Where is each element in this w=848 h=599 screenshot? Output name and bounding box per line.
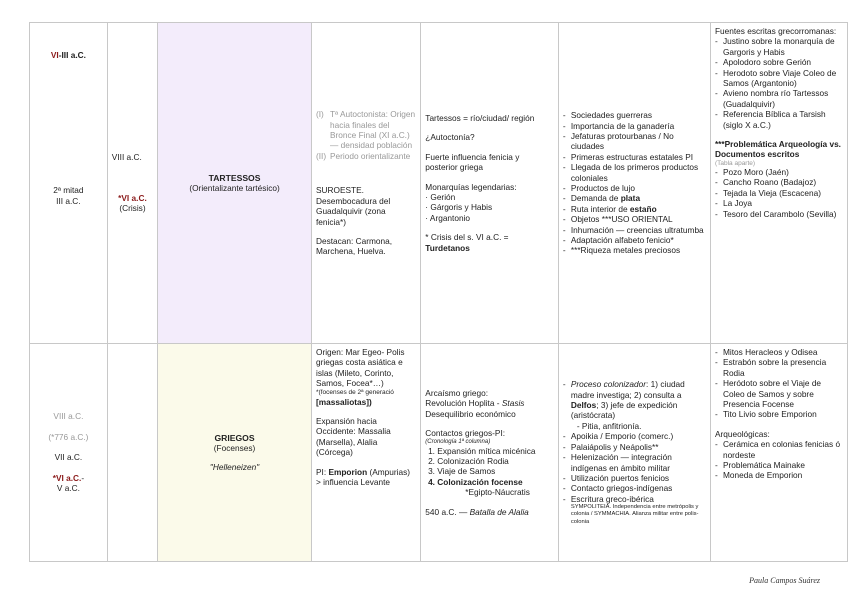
period-vi: *VI a.C. <box>118 192 147 203</box>
sources-list <box>715 36 843 130</box>
tartessos-dates <box>30 23 108 344</box>
list-item: - Pozo Moro (Jaén) <box>715 167 843 177</box>
chronology-note: (Cronología 1ª columna) <box>425 438 491 445</box>
hoplite-text: Revolución Hoplita - Stasis <box>425 398 525 409</box>
contacts-list <box>425 446 554 488</box>
date-v: V a.C. <box>56 483 80 494</box>
griegos-periods <box>107 344 157 562</box>
sites-list <box>715 167 843 219</box>
list-item: - Referencia Bíblica a Tarsish (siglo X a.C.) <box>715 109 843 130</box>
griegos-helleneizen: "Helleneizen" <box>209 461 260 472</box>
problem-heading: ***Problemática Arqueología vs. Documentos escritos <box>714 139 841 160</box>
tartessos-title: TARTESSOS <box>208 172 261 183</box>
econ-text: Desequilibrio económico <box>425 408 516 419</box>
date-third-century: III a.C. <box>56 195 81 206</box>
contacts-heading: Contactos griegos-PI: <box>425 428 506 439</box>
date-start: VI-III a.C. <box>50 49 86 60</box>
origin-cities: Destacan: Carmona, Marchena, Huelva. <box>315 235 393 257</box>
list-item: - Herodoto sobre Viaje Coleo de Samos (Argantonio) <box>715 68 843 89</box>
sympoliteia-note: SYMPOLITEIA. Independencia entre metrópolis y colonia / SYMMACHIA. Alianza militar entre polis-colonia <box>570 504 699 525</box>
king-item: · Gerión <box>425 192 456 202</box>
pitia-text: - Pitia, anfitrionía. <box>576 420 642 431</box>
list-item: - Estrabón sobre la presencia Rodia <box>715 357 843 378</box>
tartessos-notes-cell <box>421 23 559 344</box>
period-viii: VIII a.C. <box>111 152 142 163</box>
list-item: - Llegada de los primeros productos coloniales <box>563 162 706 183</box>
note-crisis: * Crisis del s. VI a.C. = <box>425 232 509 243</box>
list-item: - Cerámica en colonias fenicias ó nordeste <box>715 439 843 460</box>
colonization-list-2 <box>563 431 706 504</box>
sources-heading: Fuentes escritas grecorromanas: <box>714 26 837 36</box>
griegos-origin-cell <box>311 344 420 562</box>
tartessos-society-cell <box>558 23 710 344</box>
list-item: 3. Viaje de Samos <box>437 466 554 476</box>
society-list <box>563 110 706 256</box>
list-item: - Apolodoro sobre Gerión <box>715 57 843 67</box>
origin-item-1: (I) Tª Autoctonista: Origen hacia finales del Bronce Final (XI a.C.) — densidad población <box>315 109 416 151</box>
focenses-note: *(focenses de 2ª generació <box>315 388 394 396</box>
list-item: 4. Colonización focense <box>437 477 554 487</box>
griegos-subtitle: (Focenses) <box>213 443 256 454</box>
note-monarchies: Monarquías legendarias: <box>425 181 517 192</box>
griegos-sources-cell <box>710 344 847 562</box>
note-influence: Fuerte influencia fenicia y posterior griega <box>425 151 520 173</box>
date-viii: VIII a.C. <box>53 411 84 422</box>
list-item: - Cancho Roano (Badajoz) <box>715 177 843 187</box>
list-item: - Avieno nombra río Tartessos (Guadalquivir) <box>715 88 843 109</box>
expansion-text: Expansión hacia Occidente: Massalia (Marsella), Alalia (Córcega) <box>315 416 391 458</box>
list-item: - La Joya <box>715 198 843 208</box>
list-item: - Moneda de Emporion <box>715 470 843 480</box>
list-item: 1. Expansión mítica micénica <box>437 446 554 456</box>
myths-list <box>715 347 843 420</box>
date-vii: VII a.C. <box>54 452 83 463</box>
list-item: - Objetos ***USO ORIENTAL <box>563 214 706 224</box>
list-item: - Importancia de la ganadería <box>563 121 706 131</box>
list-item: - Palaiápolis y Neápolis** <box>563 442 706 452</box>
list-item: - Adaptación alfabeto fenicio* <box>563 235 706 245</box>
griegos-notes-cell <box>421 344 559 562</box>
list-item: - Jefaturas protourbanas / No ciudades <box>563 131 706 152</box>
list-item: 2. Colonización Rodia <box>437 456 554 466</box>
origin-item-2: (II) Periodo orientalizante <box>315 150 411 161</box>
list-item: - Sociedades guerreras <box>563 110 706 120</box>
griegos-dates <box>30 344 108 562</box>
emporion-text: PI: Emporion (Ampurias) > influencia Levante <box>315 466 411 488</box>
list-item: - ***Riqueza metales preciosos <box>563 245 706 255</box>
list-item: - Heródoto sobre el Viaje de Coleo de Samos y sobre Presencia Focense <box>715 378 843 409</box>
date-776: (*776 a.C.) <box>48 431 89 442</box>
king-item: · Argantonio <box>425 212 471 223</box>
list-item: - Contacto griegos-indígenas <box>563 483 706 493</box>
list-item: - Inhumación — creencias ultratumba <box>563 225 706 235</box>
list-item: - Demanda de plata <box>563 193 706 203</box>
date-vi: *VI a.C.- <box>52 472 85 483</box>
colonization-list <box>563 379 706 421</box>
list-item: - Helenización — integración indígenas en ámbito militar <box>563 452 706 473</box>
list-item: - Justino sobre la monarquía de Gargoris y Habis <box>715 36 843 57</box>
row-griegos <box>30 344 848 562</box>
archaeology-heading: Arqueológicas: <box>714 428 770 439</box>
griegos-title: GRIEGOS <box>214 432 255 443</box>
origin-text: Origen: Mar Egeo- Polis griegas costa asiática e islas (Mileto, Corinto, Samos, Focea*…) <box>315 347 405 389</box>
history-table <box>29 22 848 562</box>
tartessos-periods <box>107 23 157 344</box>
list-item: - Productos de lujo <box>563 183 706 193</box>
author-signature: Paula Campos Suárez <box>749 576 820 585</box>
list-item: - Proceso colonizador: 1) ciudad madre investiga; 2) consulta a Delfos; 3) jefe de expedición (aristócrata) <box>563 379 706 421</box>
tartessos-subtitle: (Orientalizante tartésico) <box>189 183 280 193</box>
list-item: - Tejada la Vieja (Escacena) <box>715 188 843 198</box>
note-river: Tartessos = río/ciudad/ región <box>425 112 535 123</box>
date-second-half: 2ª mitad <box>53 185 84 196</box>
alalia-text: 540 a.C. — Batalla de Alalia <box>425 506 529 517</box>
period-crisis: (Crisis) <box>119 203 146 214</box>
list-item: - Primeras estructuras estatales PI <box>563 152 706 162</box>
list-item: - Apoikia / Emporio (comerc.) <box>563 431 706 441</box>
list-item: - Tesoro del Carambolo (Sevilla) <box>715 209 843 219</box>
origin-location: SUROESTE. Desembocadura del Guadalquivir (zona fenicia*) <box>315 185 391 227</box>
list-item: - Problemática Mainake <box>715 460 843 470</box>
tartessos-origin-cell <box>311 23 420 344</box>
list-item: - Utilización puertos fenicios <box>563 473 706 483</box>
note-turdetanos: Turdetanos <box>425 242 470 253</box>
archaic-heading: Arcaísmo griego: <box>425 387 489 398</box>
tartessos-sources-cell <box>710 23 847 344</box>
griegos-title-cell <box>158 344 312 562</box>
note-autoctonia: ¿Autoctonía? <box>425 132 475 143</box>
egipto-text: *Egipto-Náucratis <box>465 487 530 498</box>
archaeology-list <box>715 439 843 481</box>
list-item: - Escritura greco-ibérica <box>563 494 706 504</box>
tartessos-title-cell <box>158 23 312 344</box>
list-item: - Ruta interior de estaño <box>563 204 706 214</box>
griegos-colonization-cell <box>558 344 710 562</box>
table-aside: (Tabla aparte) <box>714 159 756 167</box>
row-tartessos <box>30 23 848 344</box>
list-item: - Mitos Heracleos y Odisea <box>715 347 843 357</box>
king-item: · Gárgoris y Habis <box>425 202 493 213</box>
list-item: - Tito Livio sobre Emporion <box>715 409 843 419</box>
massaliotas: [massaliotas]) <box>315 396 372 407</box>
